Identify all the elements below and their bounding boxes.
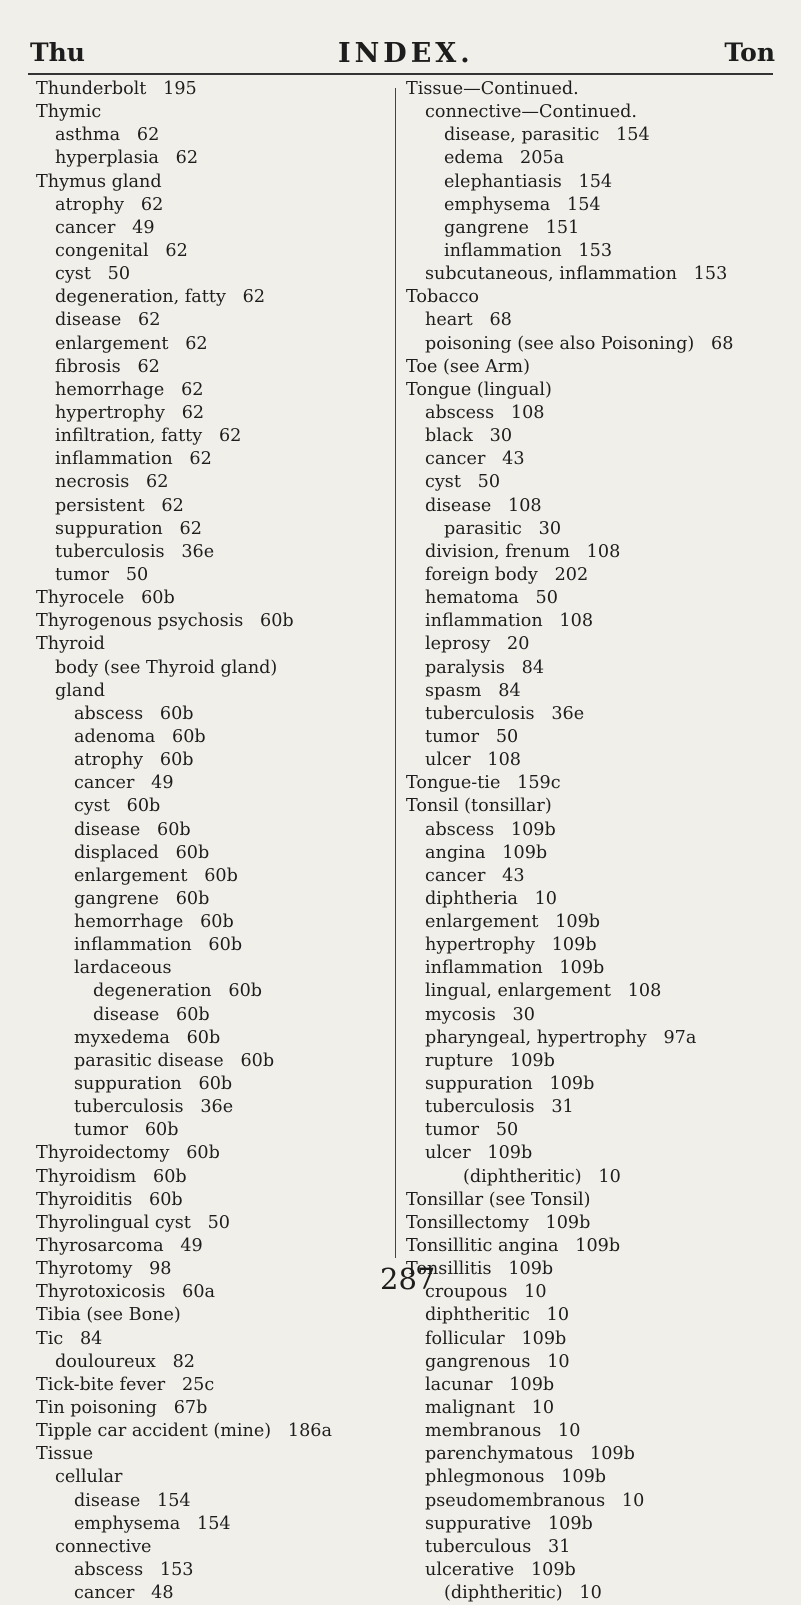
index-subentry: angina 109b bbox=[425, 842, 548, 863]
index-subentry: infiltration, fatty 62 bbox=[55, 426, 242, 447]
index-subentry: tuberculosis 31 bbox=[425, 1097, 574, 1118]
index-subentry: fibrosis 62 bbox=[55, 356, 160, 377]
index-subentry: parasitic 30 bbox=[444, 518, 562, 539]
index-subentry: enlargement 109b bbox=[425, 912, 601, 933]
index-subentry: ulcer 108 bbox=[425, 750, 521, 771]
index-subentry: cancer 43 bbox=[425, 449, 525, 470]
index-subentry: suppuration 109b bbox=[425, 1074, 595, 1095]
index-entry: Tonsillitic angina 109b bbox=[406, 1236, 621, 1257]
page-number: 287 bbox=[380, 1262, 436, 1296]
index-subentry: mycosis 30 bbox=[425, 1004, 535, 1025]
index-subentry: gangrenous 10 bbox=[425, 1351, 570, 1372]
index-subentry: pharyngeal, hypertrophy 97a bbox=[425, 1027, 697, 1048]
index-subentry: hemorrhage 60b bbox=[74, 912, 234, 933]
index-subentry: tumor 50 bbox=[55, 564, 149, 585]
index-entry: Tibia (see Bone) bbox=[36, 1305, 181, 1326]
index-subentry: tumor 50 bbox=[425, 1120, 519, 1141]
index-subentry: parasitic disease 60b bbox=[74, 1050, 275, 1071]
index-subentry: membranous 10 bbox=[425, 1421, 581, 1442]
index-subentry: (diphtheritic) 10 bbox=[444, 1583, 602, 1604]
index-subentry: inflammation 109b bbox=[425, 958, 605, 979]
index-subentry: lingual, enlargement 108 bbox=[425, 981, 662, 1002]
index-subentry: connective—Continued. bbox=[425, 102, 638, 123]
index-subentry: spasm 84 bbox=[425, 680, 521, 701]
index-subentry: hypertrophy 109b bbox=[425, 935, 597, 956]
index-subentry: heart 68 bbox=[425, 310, 512, 331]
index-subentry: abscess 108 bbox=[425, 402, 545, 423]
page-header bbox=[30, 38, 775, 72]
index-subentry: follicular 109b bbox=[425, 1328, 567, 1349]
index-subentry: tuberculous 31 bbox=[425, 1536, 571, 1557]
index-subentry: tumor 50 bbox=[425, 726, 519, 747]
index-entry: Tobacco bbox=[406, 287, 480, 308]
index-entry: Tonsillectomy 109b bbox=[406, 1212, 591, 1233]
index-subentry: inflammation 60b bbox=[74, 935, 243, 956]
index-column-left bbox=[36, 78, 391, 1605]
index-subentry: tumor 60b bbox=[74, 1120, 179, 1141]
index-subentry: division, frenum 108 bbox=[425, 541, 621, 562]
index-entry: Thyrocele 60b bbox=[36, 588, 175, 609]
index-entry: Tongue-tie 159c bbox=[406, 773, 561, 794]
index-subentry: leprosy 20 bbox=[425, 634, 530, 655]
index-entry: Tic 84 bbox=[36, 1328, 103, 1349]
index-subentry: cancer 43 bbox=[425, 865, 525, 886]
index-subentry: connective bbox=[55, 1536, 152, 1557]
index-entry: Thyroidectomy 60b bbox=[36, 1143, 220, 1164]
index-entry: Thymus gland bbox=[36, 171, 162, 192]
index-subentry: pseudomembranous 10 bbox=[425, 1490, 645, 1511]
index-subentry: diphtheritic 10 bbox=[425, 1305, 570, 1326]
index-subentry: emphysema 154 bbox=[444, 194, 601, 215]
index-subentry: enlargement 60b bbox=[74, 865, 238, 886]
index-entry: Tissue—Continued. bbox=[406, 79, 579, 99]
index-entry: Thyrosarcoma 49 bbox=[36, 1236, 203, 1257]
index-entry: Tipple car accident (mine) 186a bbox=[36, 1421, 332, 1442]
index-entry: Thymic bbox=[36, 102, 102, 123]
index-entry: Thyrolingual cyst 50 bbox=[36, 1212, 230, 1233]
index-subentry: ulcer 109b bbox=[425, 1143, 533, 1164]
index-subentry: cyst 50 bbox=[425, 472, 501, 493]
index-subentry: cellular bbox=[55, 1467, 123, 1488]
index-subentry: atrophy 60b bbox=[74, 750, 194, 771]
index-subentry: suppuration 62 bbox=[55, 518, 202, 539]
index-subentry: suppurative 109b bbox=[425, 1513, 593, 1534]
index-subentry: abscess 60b bbox=[74, 703, 194, 724]
index-subentry: inflammation 62 bbox=[55, 449, 212, 470]
index-subentry: body (see Thyroid gland) bbox=[55, 657, 278, 678]
index-subentry: suppuration 60b bbox=[74, 1074, 233, 1095]
index-subentry: tuberculosis 36e bbox=[425, 703, 585, 724]
index-subentry: disease 60b bbox=[74, 819, 191, 840]
index-entry: Thyroidism 60b bbox=[36, 1166, 187, 1187]
index-subentry: hemorrhage 62 bbox=[55, 379, 204, 400]
index-entry: Thyroid bbox=[36, 634, 105, 655]
index-entry: Tongue (lingual) bbox=[406, 379, 552, 400]
index-subentry: foreign body 202 bbox=[425, 564, 589, 585]
index-subentry: necrosis 62 bbox=[55, 472, 169, 493]
index-subentry: cyst 60b bbox=[74, 796, 161, 817]
index-subentry: hypertrophy 62 bbox=[55, 402, 205, 423]
index-subentry: congenital 62 bbox=[55, 240, 188, 261]
index-subentry: inflammation 108 bbox=[425, 611, 594, 632]
index-entry: Thunderbolt 195 bbox=[36, 79, 197, 99]
index-subentry: (diphtheritic) 10 bbox=[463, 1166, 621, 1187]
index-subentry: cancer 49 bbox=[74, 773, 174, 794]
index-entry: Toe (see Arm) bbox=[406, 356, 530, 377]
header-first-term: Thu bbox=[30, 38, 85, 67]
index-subentry: degeneration 60b bbox=[93, 981, 263, 1002]
index-subentry: gangrene 60b bbox=[74, 888, 210, 909]
index-subentry: persistent 62 bbox=[55, 495, 184, 516]
index-subentry: disease 60b bbox=[93, 1004, 210, 1025]
index-entry: Tissue bbox=[36, 1444, 94, 1465]
index-subentry: disease 154 bbox=[74, 1490, 191, 1511]
index-subentry: lardaceous bbox=[74, 958, 172, 979]
index-subentry: black 30 bbox=[425, 426, 513, 447]
index-entry: Thyrotomy 98 bbox=[36, 1259, 172, 1280]
index-subentry: lacunar 109b bbox=[425, 1374, 555, 1395]
header-title: INDEX. bbox=[338, 38, 474, 69]
index-entry: Tick-bite fever 25c bbox=[36, 1374, 215, 1395]
index-subentry: parenchymatous 109b bbox=[425, 1444, 635, 1465]
index-subentry: poisoning (see also Poisoning) 68 bbox=[425, 333, 734, 354]
index-entry: Thyrogenous psychosis 60b bbox=[36, 611, 294, 632]
index-subentry: tuberculosis 36e bbox=[74, 1097, 234, 1118]
index-subentry: edema 205a bbox=[444, 148, 565, 169]
index-subentry: tuberculosis 36e bbox=[55, 541, 215, 562]
index-subentry: cyst 50 bbox=[55, 264, 131, 285]
index-entry: Thyroiditis 60b bbox=[36, 1189, 183, 1210]
index-subentry: gangrene 151 bbox=[444, 217, 580, 238]
index-entry: Tonsillitis 109b bbox=[406, 1259, 554, 1280]
index-subentry: abscess 109b bbox=[425, 819, 556, 840]
index-subentry: subcutaneous, inflammation 153 bbox=[425, 264, 728, 285]
index-subentry: elephantiasis 154 bbox=[444, 171, 613, 192]
index-subentry: gland bbox=[55, 680, 105, 701]
index-subentry: atrophy 62 bbox=[55, 194, 164, 215]
index-subentry: enlargement 62 bbox=[55, 333, 208, 354]
index-subentry: abscess 153 bbox=[74, 1560, 194, 1580]
index-entry: Tin poisoning 67b bbox=[36, 1398, 208, 1419]
index-column-right bbox=[406, 78, 801, 1605]
index-subentry: cancer 48 bbox=[74, 1583, 174, 1604]
index-subentry: croupous 10 bbox=[425, 1282, 547, 1303]
index-entry: Tonsillar (see Tonsil) bbox=[406, 1189, 591, 1210]
index-subentry: douloureux 82 bbox=[55, 1351, 195, 1372]
index-subentry: hematoma 50 bbox=[425, 588, 558, 609]
index-subentry: hyperplasia 62 bbox=[55, 148, 199, 169]
index-subentry: phlegmonous 109b bbox=[425, 1467, 607, 1488]
index-subentry: paralysis 84 bbox=[425, 657, 545, 678]
index-entry: Tonsil (tonsillar) bbox=[406, 796, 552, 817]
header-last-term: Ton bbox=[724, 38, 775, 67]
index-entry: Thyrotoxicosis 60a bbox=[36, 1282, 216, 1303]
index-subentry: disease, parasitic 154 bbox=[444, 125, 650, 146]
index-subentry: disease 108 bbox=[425, 495, 542, 516]
index-subentry: disease 62 bbox=[55, 310, 161, 331]
index-subentry: ulcerative 109b bbox=[425, 1560, 576, 1580]
index-subentry: adenoma 60b bbox=[74, 726, 206, 747]
header-rule bbox=[28, 73, 773, 75]
index-subentry: malignant 10 bbox=[425, 1398, 555, 1419]
index-subentry: rupture 109b bbox=[425, 1050, 555, 1071]
index-subentry: emphysema 154 bbox=[74, 1513, 231, 1534]
index-subentry: myxedema 60b bbox=[74, 1027, 221, 1048]
column-divider bbox=[395, 88, 396, 1258]
index-subentry: cancer 49 bbox=[55, 217, 155, 238]
index-subentry: inflammation 153 bbox=[444, 240, 613, 261]
index-subentry: degeneration, fatty 62 bbox=[55, 287, 266, 308]
index-subentry: diphtheria 10 bbox=[425, 888, 557, 909]
index-subentry: displaced 60b bbox=[74, 842, 210, 863]
index-subentry: asthma 62 bbox=[55, 125, 160, 146]
